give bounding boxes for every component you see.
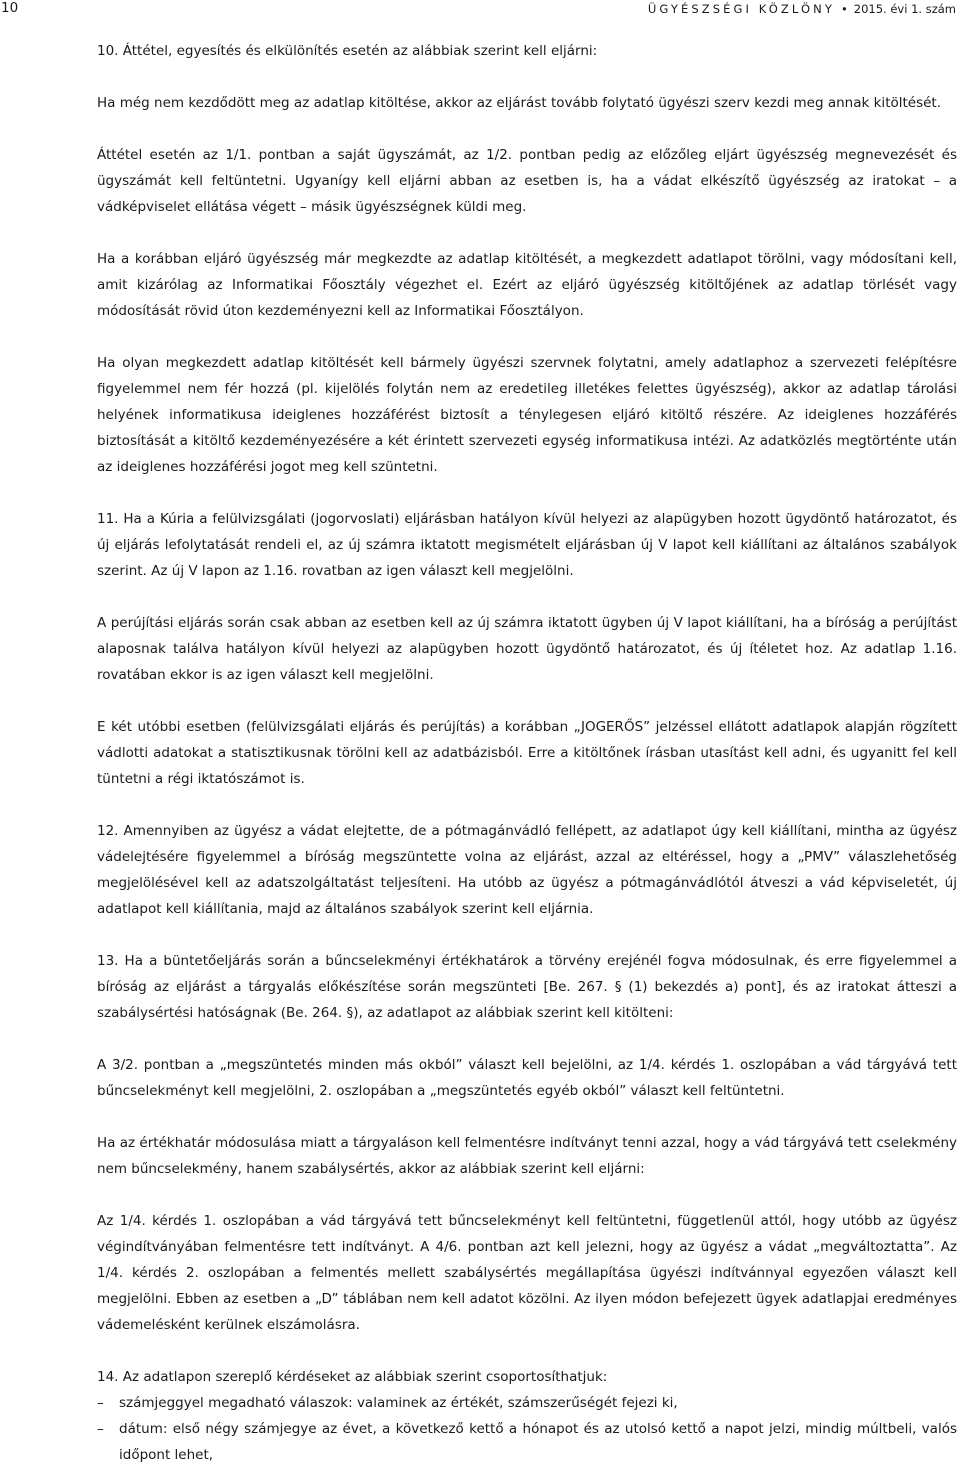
- section-10-heading: 10. Áttétel, egyesítés és elkülönítés esetén az alábbiak szerint kell eljárni:: [97, 43, 598, 59]
- paragraph: A perújítási eljárás során csak abban az esetben kell az új számra iktatott ügyben új V lapot kiállítani, ha a bíróság a perújítást alaposnak találva hatályon kívül helyezi az alapügyben hozott ügydöntő határozatot, és új ítéletet hoz. Az adatlap 1.16. rovatában ekkor is az igen választ kell megjelölni.: [97, 615, 957, 683]
- paragraph: Ha olyan megkezdett adatlap kitöltését kell bármely ügyészi szervnek folytatni, amely adatlaphoz a szervezeti felépítésre figyelemmel nem fér hozzá (pl. kijelölés folytán nem az eredetileg illetékes felettes ügyészség), akkor az adatlap tárolási helyének informatikusa ideiglenes hozzáférést biztosít a ténylegesen eljáró kitöltő részére. Az ideiglenes hozzáférés biztosítását a kitöltő kezdeményezésére a két érintett szervezeti egység informatikusa intézi. Az adatközlés megtörténte után az ideiglenes hozzáférési jogot meg kell szüntetni.: [97, 355, 957, 475]
- list-item-text: dátum: első négy számjegye az évet, a következő kettő a hónapot és az utolsó kettő a napot jelzi, mindig múltbeli, valós időpont lehet,: [119, 1421, 957, 1463]
- paragraph: Az 1/4. kérdés 1. oszlopában a vád tárgyává tett bűncselekményt kell feltüntetni, függetlenül attól, hogy utóbb az ügyész végindítványában felmentésre tett indítványt. A 4/6. pontban azt kell jelezni, hogy az ügyész a vádat „megváltoztatta”. Az 1/4. kérdés 2. oszlopában a felmentés mellett szabálysértés megállapítása ügyészi indítvánnyal egyezően választ kell megjelölni. Ebben az esetben a „D” táblában nem kell adatot közölni. Az ilyen módon befejezett ügyek adatlapjai eredményes vádemelésként kerülnek elszámolásra.: [97, 1213, 957, 1333]
- journal-title: ÜGYÉSZSÉGI KÖZLÖNY: [647, 2, 835, 16]
- list-dash: –: [97, 1421, 104, 1437]
- running-head: [648, 2, 956, 16]
- section-13-paragraph: 13. Ha a büntetőeljárás során a bűncselekményi értékhatárok a törvény erejénél fogva módosulnak, és erre figyelemmel a bíróság az eljárást a tárgyalás előkészítése során megszünteti [Be. 267. § (1) bekezdés a) pont], és az iratokat átteszi a szabálysértési hatóságnak (Be. 264. §), az adatlapot az alábbiak szerint kell kitölteni:: [97, 953, 957, 1021]
- page-number: 10: [1, 0, 19, 16]
- page-header: [0, 0, 960, 22]
- section-14-heading: 14. Az adatlapon szereplő kérdéseket az alábbiak szerint csoportosíthatjuk:: [97, 1369, 608, 1385]
- list-item-text: számjeggyel megadható válaszok: valaminek az értékét, számszerűségét fejezi ki,: [119, 1395, 678, 1411]
- list-item: [97, 1416, 957, 1468]
- paragraph: E két utóbbi esetben (felülvizsgálati eljárás és perújítás) a korábban „JOGERŐS” jelzéssel ellátott adatlapok alapján rögzített vádlotti adatokat a statisztikusnak törölni kell az adatbázisból. Erre a kitöltőnek írásban utasítást kell adni, és ugyanitt fel kell tüntetni a régi iktatószámot is.: [97, 719, 957, 787]
- list-item: [97, 1390, 957, 1416]
- section-12-paragraph: 12. Amennyiben az ügyész a vádat elejtette, de a pótmagánvádló fellépett, az adatlapot úgy kell kiállítani, mintha az ügyész vádelejtésére figyelemmel a bíróság megszüntette volna az eljárást, azzal az eltéréssel, hogy a „PMV” válaszlehetőség megjelölésével kell az adatszolgáltatást teljesíteni. Ha utóbb az ügyész a pótmagánvádlótól átveszi a vád képviseletét, új adatlapot kell kiállítania, majd az általános szabályok szerint kell eljárnia.: [97, 823, 957, 917]
- issue-label: 2015. évi 1. szám: [853, 2, 956, 16]
- header-separator: •: [840, 2, 848, 16]
- paragraph: Ha még nem kezdődött meg az adatlap kitöltése, akkor az eljárást tovább folytató ügyészi szerv kezdi meg annak kitöltését.: [97, 95, 942, 111]
- document-body: [97, 38, 957, 1468]
- paragraph: Ha az értékhatár módosulása miatt a tárgyaláson kell felmentésre indítványt tenni azzal, hogy a vád tárgyává tett cselekmény nem bűncselekmény, hanem szabálysértés, akkor az alábbiak szerint kell eljárni:: [97, 1135, 957, 1177]
- section-11-paragraph: 11. Ha a Kúria a felülvizsgálati (jogorvoslati) eljárásban hatályon kívül helyezi az alapügyben hozott ügydöntő határozatot, és új eljárás lefolytatását rendeli el, az új számra iktatott megismételt eljárásban új V lapot kell kiállítani az általános szabályok szerint. Az új V lapon az 1.16. rovatban az igen választ kell megjelölni.: [97, 511, 957, 579]
- list-dash: –: [97, 1395, 104, 1411]
- paragraph: Áttétel esetén az 1/1. pontban a saját ügyszámát, az 1/2. pontban pedig az előzőleg eljárt ügyészség megnevezését és ügyszámát kell feltüntetni. Ugyanígy kell eljárni abban az esetben is, ha a vádat elkészítő ügyészség az iratokat – a vádképviselet ellátása végett – másik ügyészségnek küldi meg.: [97, 147, 957, 215]
- paragraph: Ha a korábban eljáró ügyészség már megkezdte az adatlap kitöltését, a megkezdett adatlapot törölni, vagy módosítani kell, amit kizárólag az Informatikai Főosztály végezhet el. Ezért az eljáró ügyészség kitöltőjének az adatlap törlését vagy módosítását rövid úton kezdeményezni kell az Informatikai Főosztályon.: [97, 251, 957, 319]
- paragraph: A 3/2. pontban a „megszüntetés minden más okból” választ kell bejelölni, az 1/4. kérdés 1. oszlopában a vád tárgyává tett bűncselekményt kell megjelölni, 2. oszlopában a „megszüntetés egyéb okból” választ kell feltüntetni.: [97, 1057, 957, 1099]
